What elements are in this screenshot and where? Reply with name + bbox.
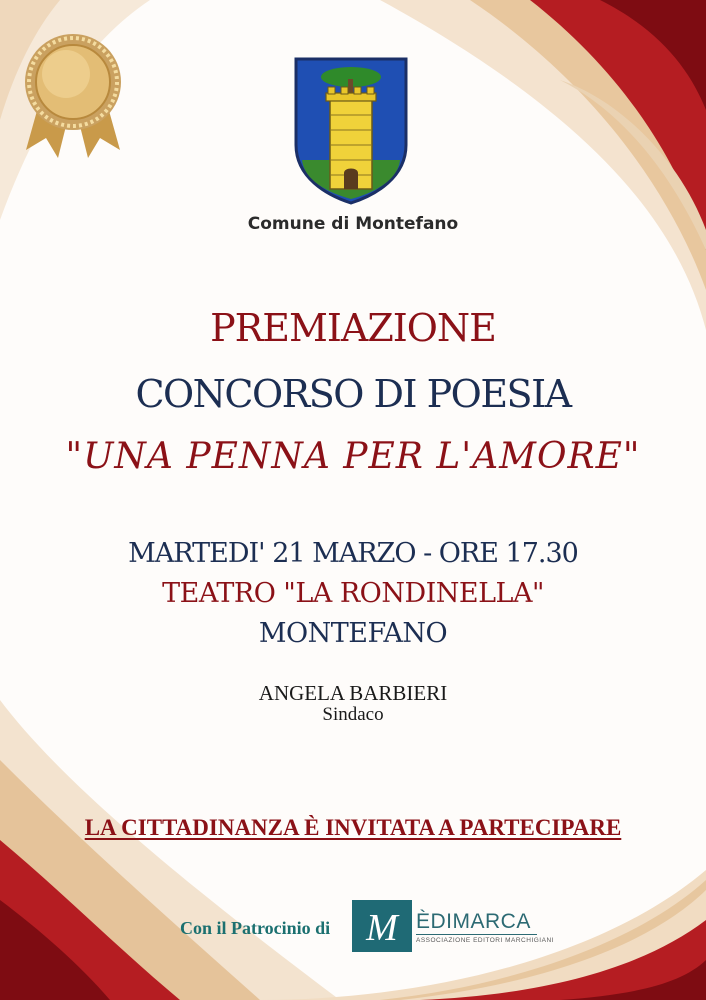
signature-name: ANGELA BARBIERI xyxy=(258,681,448,705)
edimarca-logo-icon xyxy=(352,900,412,952)
sponsor-name: ÈDIMARCA xyxy=(416,910,531,933)
event-city: MONTEFANO xyxy=(258,618,448,649)
edimarca-logo-letter: M xyxy=(366,907,398,949)
event-venue: TEATRO "LA RONDINELLA" xyxy=(162,578,544,609)
signature-role: Sindaco xyxy=(322,704,384,725)
gold-medal-icon xyxy=(18,30,128,160)
title-premiazione: PREMIAZIONE xyxy=(210,306,496,350)
comune-name: Comune di Montefano xyxy=(247,214,459,234)
patronage-label: Con il Patrocinio di xyxy=(180,918,331,938)
title-competition-name: "UNA PENNA PER L'AMORE" xyxy=(65,436,641,477)
sponsor-divider xyxy=(416,934,537,935)
sponsor-subtitle: ASSOCIAZIONE EDITORI MARCHIGIANI xyxy=(416,937,554,944)
event-date-time: MARTEDI' 21 MARZO - ORE 17.30 xyxy=(128,538,578,569)
coat-of-arms-icon xyxy=(290,55,412,207)
invitation-text: LA CITTADINANZA È INVITATA A PARTECIPARE xyxy=(84,815,622,840)
title-concorso: CONCORSO DI POESIA xyxy=(135,372,571,416)
